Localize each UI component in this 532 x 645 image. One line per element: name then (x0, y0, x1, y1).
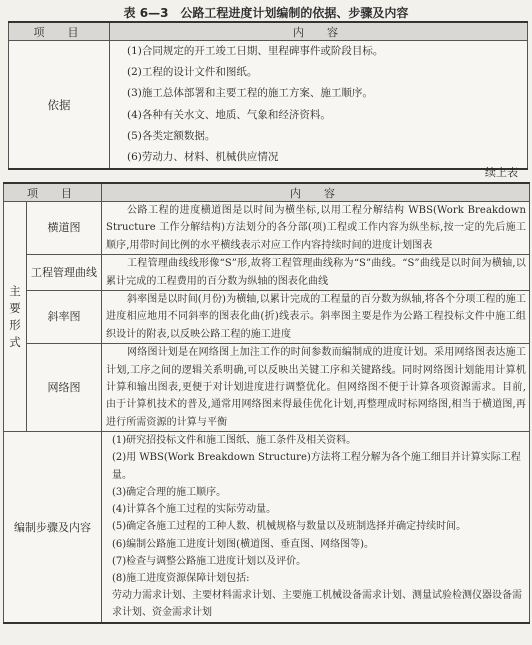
list-item: (1)研究招投标文件和施工图纸、施工条件及相关资料。 (112, 435, 357, 447)
list-item: (4)各种有关水文、地质、气象和经济资料。 (127, 108, 331, 121)
list-item: (3)确定合理的施工顺序。 (112, 486, 227, 498)
list-item: (5)确定各施工过程的工种人数、机械规格与数量以及班制选择并确定持续时间。 (112, 521, 467, 533)
form-label-slope: 斜率图 (27, 291, 102, 344)
basis-table (8, 21, 528, 170)
continued-label: 续上表 (485, 166, 518, 179)
list-item: (6)编制公路施工进度计划图(横道图、垂直图、网络图等)。 (112, 538, 374, 550)
form-text-gantt: 公路工程的进度横道图是以时间为横坐标,以用工程分解结构 WBS(Work Breakdown Structure 工作分解结构)方法划分的各分部(项)工程或工作内容为纵坐标,按一定的先后施工顺序,用带时间比例的水平横线表示对应工作内容持续时间的进度计划图表 (102, 202, 530, 255)
main-forms-label: 主 要 形 式 (4, 202, 27, 432)
list-item-continuation: 劳动力需求计划、主要材料需求计划、主要施工机械设备需求计划、测量试验检测仪器设备需求计划、资金需求计划 (112, 590, 522, 619)
header-item: 项 目 (4, 183, 102, 202)
forms-table (3, 182, 530, 624)
list-item: (4)计算各个施工过程的实际劳动量。 (112, 504, 277, 516)
header-item: 项 目 (9, 22, 110, 41)
table-caption: 表 6—3 公路工程进度计划编制的依据、步骤及内容 (123, 6, 409, 20)
list-item: (8)施工进度资源保障计划包括: (112, 572, 250, 584)
steps-list (102, 432, 530, 623)
form-label-s-curve: 工程管理曲线 (27, 255, 102, 291)
list-item: (2)工程的设计文件和图纸。 (127, 66, 258, 79)
header-content: 内 容 (102, 183, 530, 202)
header-content: 内 容 (110, 22, 528, 41)
list-item: (3)施工总体部署和主要工程的施工方案、施工顺序。 (127, 87, 373, 100)
list-item: (6)劳动力、材料、机械供应情况 (127, 151, 279, 164)
form-text-slope: 斜率图是以时间(月份)为横轴,以累计完成的工程量的百分数为纵轴,将各个分项工程的施工进度相应地用不同斜率的图表化曲(折)线表示。斜率图主要是作为公路工程投标文件中施工组织设计的附表,以反映公路工程的施工进度 (102, 291, 530, 344)
basis-list (110, 41, 528, 170)
list-item: (7)检查与调整公路施工进度计划以及评价。 (112, 555, 307, 567)
basis-label: 依据 (9, 41, 110, 170)
form-text-s-curve: 工程管理曲线线形像“S”形,故将工程管理曲线称为“S”曲线。“S”曲线是以时间为横轴,以累计完成的工程费用的百分数为纵轴的图表化曲线 (102, 255, 530, 291)
list-item: (1)合同规定的开工竣工日期、里程碑事件或阶段目标。 (127, 45, 384, 57)
steps-label: 编制步骤及内容 (4, 432, 102, 623)
form-label-gantt: 横道图 (27, 202, 102, 255)
form-text-network: 网络图计划是在网络图上加注工作的时间参数而编制成的进度计划。采用网络图表达施工计划,工序之间的逻辑关系明确,可以反映出关键工序和关键路线。同时网络图计划能用计算机计算和输出图表,更便于对计划进度进行调整优化。但网络图不便于计算各项资源需求。目前,由于计算机技术的普及,通常用网络图来得最佳优化计划,再整理成时标网络图,相当于横道图,再进行所需资源的计算与平衡 (102, 344, 530, 432)
list-item: (2)用 WBS(Work Breakdown Structure)方法将工程分解为各个施工细目并计算实际工程量。 (112, 452, 521, 481)
form-label-network: 网络图 (27, 344, 102, 432)
list-item: (5)各类定额数据。 (127, 129, 216, 142)
